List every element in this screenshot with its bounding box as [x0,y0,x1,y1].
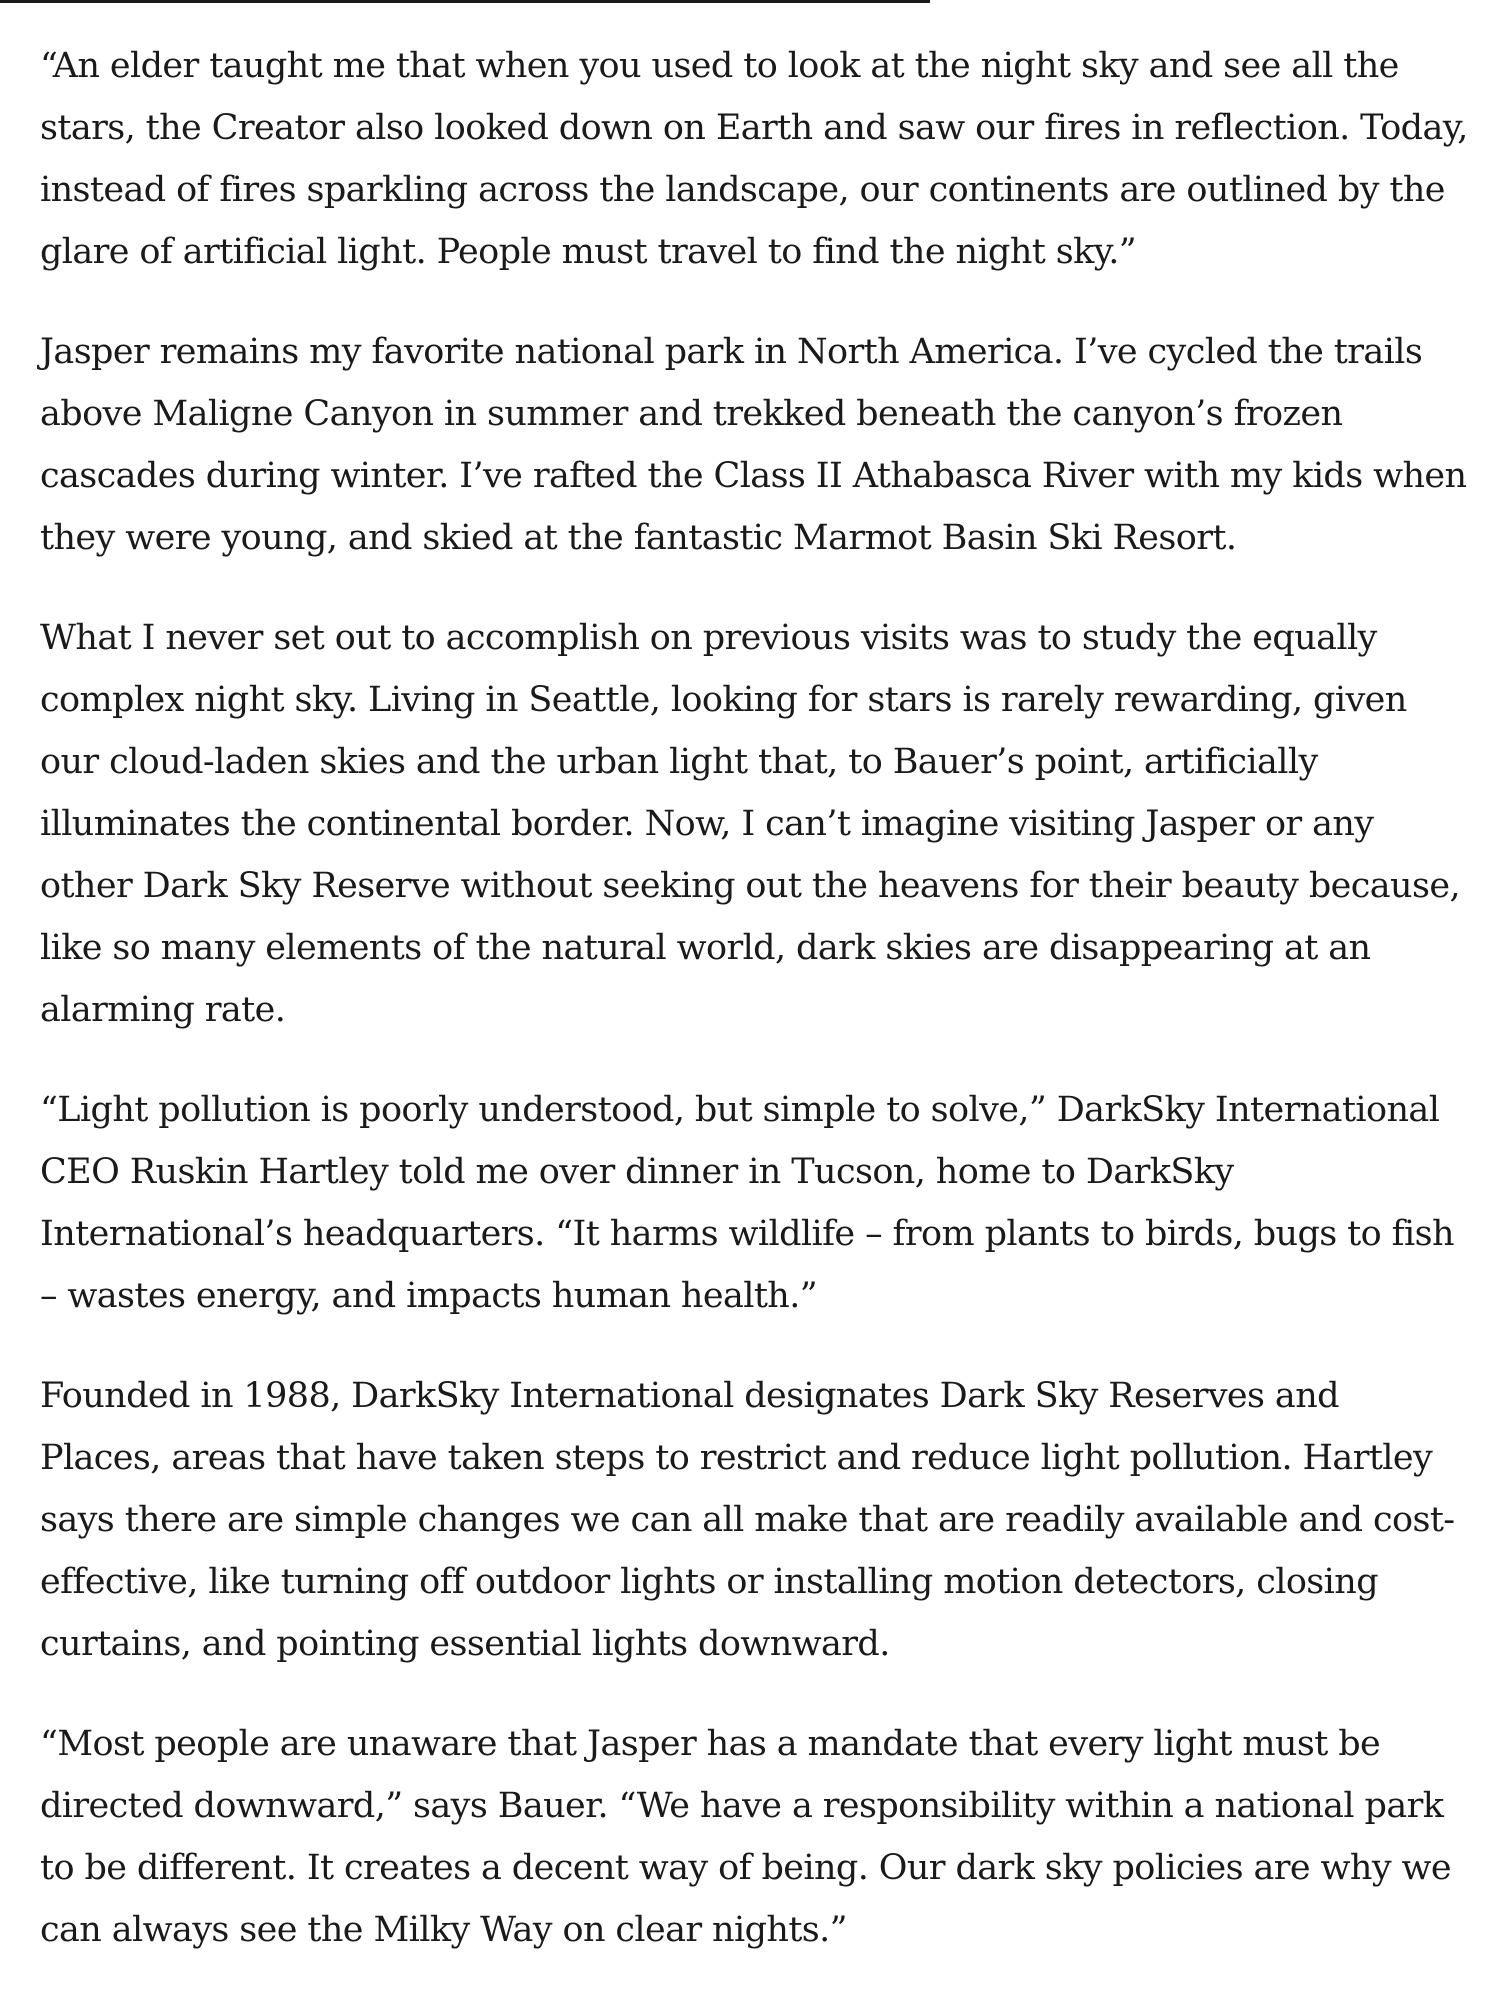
article-body [40,35,1470,1999]
top-divider [0,0,930,3]
paragraph-darksky-founding: Founded in 1988, DarkSky International designates Dark Sky Reserves and Places, areas that have taken steps to restrict and reduce light pollution. Hartley says there are simple changes we can all make that are readily available and cost-effective, like turning off outdoor lights or installing motion detectors, closing curtains, and pointing essential lights downward. [40,1376,1455,1664]
paragraph-night-sky-study: What I never set out to accomplish on previous visits was to study the equally complex night sky. Living in Seattle, looking for stars is rarely rewarding, given our cloud-laden skies and the urban light that, to Bauer’s point, artificially illuminates the continental border. Now, I can’t imagine visiting Jasper or any other Dark Sky Reserve without seeking out the heavens for their beauty because, like so many elements of the natural world, dark skies are disappearing at an alarming rate. [40,618,1460,1030]
paragraph-jasper-favorite: Jasper remains my favorite national park in North America. I’ve cycled the trails above Maligne Canyon in summer and trekked beneath the canyon’s frozen cascades during winter. I’ve rafted the Class II Athabasca River with my kids when they were young, and skied at the fantastic Marmot Basin Ski Resort. [40,332,1467,558]
paragraph-elder-quote: “An elder taught me that when you used to look at the night sky and see all the stars, the Creator also looked down on Earth and saw our fires in reflection. Today, instead of fires sparkling across the landscape, our continents are outlined by the glare of artificial light. People must travel to find the night sky.” [40,46,1468,272]
paragraph-light-pollution-quote: “Light pollution is poorly understood, but simple to solve,” DarkSky International CEO Ruskin Hartley told me over dinner in Tucson, home to DarkSky International’s headquarters. “It harms wildlife – from plants to birds, bugs to fish – wastes energy, and impacts human health.” [40,1090,1454,1316]
paragraph-jasper-mandate: “Most people are unaware that Jasper has a mandate that every light must be directed downward,” says Bauer. “We have a responsibility within a national park to be different. It creates a decent way of being. Our dark sky policies are why we can always see the Milky Way on clear nights.” [40,1724,1452,1950]
